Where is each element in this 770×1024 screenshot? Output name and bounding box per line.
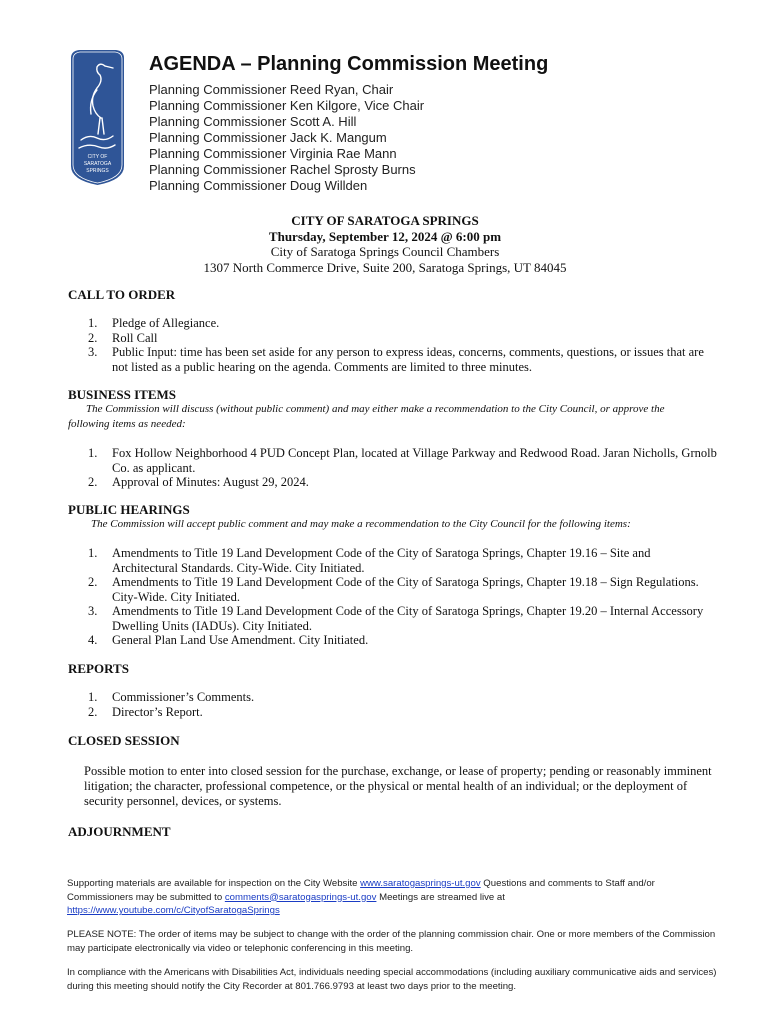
website-link[interactable]: www.saratogasprings-ut.gov [360,878,481,889]
list-item: 4. General Plan Land Use Amendment. City Initiated. [88,633,369,647]
logo-line-3: SPRINGS [86,168,109,174]
logo-line-2: SARATOGA [83,161,112,167]
public-hearings-note: The Commission will accept public comment and may make a recommendation to the City Council for the following items: [91,518,631,530]
list-item: 1. Commissioner’s Comments. [88,690,255,704]
meeting-venue: City of Saratoga Springs Council Chambers [270,244,500,259]
call-to-order-list [68,316,718,374]
youtube-link[interactable]: https://www.youtube.com/c/CityofSaratogaSprings [67,905,280,916]
list-item: 1. Amendments to Title 19 Land Development Code of the City of Saratoga Springs, Chapter 19.16 – Site and Architectural Standards. City-Wide. City Initiated. [88,546,651,575]
list-item: 1. Fox Hollow Neighborhood 4 PUD Concept Plan, located at Village Parkway and Redwood Road. Jaran Nicholls, Grnolb Co. as applicant. [88,446,717,475]
business-items-note: The Commission will discuss (without public comment) and may either make a recommendation to the City Council, or approve the following items as needed: [68,403,665,430]
commissioner-item: Planning Commissioner Rachel Sprosty Burns [149,162,416,177]
please-note: PLEASE NOTE: The order of items may be subject to change with the order of the planning commission chair. One or more members of the Commission may participate electronically via video or telephonic conferencing in this meeting. [67,929,716,954]
ada-note: In compliance with the Americans with Disabilities Act, individuals needing special accommodations (including auxiliary communicative aids and services) during this meeting should notify the City Recorder at 801.766.9793 at least two days prior to the meeting. [67,967,717,992]
meeting-address: 1307 North Commerce Drive, Suite 200, Saratoga Springs, UT 84045 [203,259,567,275]
list-item: 2. Amendments to Title 19 Land Development Code of the City of Saratoga Springs, Chapter 19.18 – Sign Regulations. City-Wide. City Initiated. [88,575,699,604]
commissioner-item: Planning Commissioner Reed Ryan, Chair [149,82,394,97]
email-link[interactable]: comments@saratogasprings-ut.gov [224,891,377,903]
agenda-header [149,52,729,194]
meeting-datetime: Thursday, September 12, 2024 @ 6:00 pm [268,228,502,244]
business-items-list [68,446,718,490]
public-hearings-list [68,546,718,648]
city-name: CITY OF SARATOGA SPRINGS [291,213,479,228]
list-item: 2. Approval of Minutes: August 29, 2024. [88,475,309,489]
commissioner-item: Planning Commissioner Virginia Rae Mann [149,146,397,161]
commissioner-item: Planning Commissioner Jack K. Mangum [149,130,387,145]
supporting-materials-note: Supporting materials are available for inspection on the City Website www.saratogasprings-ut.gov Questions and comments to Staff and/or Commissioners may be submitted to comments@saratogasprings-ut.gov Meetings are streamed live at https://www.youtube.com/c/CityofSaratogaSprings [67,878,655,916]
adjournment-heading: ADJOURNMENT [68,824,171,839]
business-items-heading: BUSINESS ITEMS [68,387,177,402]
list-item: 3. Amendments to Title 19 Land Development Code of the City of Saratoga Springs, Chapter 19.20 – Internal Accessory Dwelling Units (IADUs). City Initiated. [88,604,704,633]
closed-session-heading: CLOSED SESSION [68,733,180,748]
commissioner-item: Planning Commissioner Ken Kilgore, Vice Chair [149,98,425,113]
public-hearings-heading: PUBLIC HEARINGS [68,502,190,517]
commissioner-item: Planning Commissioner Doug Willden [149,178,368,193]
list-item: 2. Director’s Report. [88,704,203,719]
commissioner-item: Planning Commissioner Scott A. Hill [149,114,357,129]
list-item: 2. Roll Call [88,330,158,345]
agenda-title: AGENDA – Planning Commission Meeting [149,53,549,75]
meeting-info [0,213,770,275]
reports-list [68,690,718,719]
closed-session-text: Possible motion to enter into closed session for the purchase, exchange, or lease of property; pending or reasonably imminent litigation; the character, professional competence, or the physical or mental health of an individual; or the deployment of security personnel, devices, or systems. [84,764,712,808]
list-item: 3. Public Input: time has been set aside for any person to express ideas, concerns, comments, questions, or issues that are not listed as a public hearing on the agenda. Comments are limited to three minutes. [88,345,704,374]
list-item: 1. Pledge of Allegiance. [88,316,220,330]
reports-heading: REPORTS [68,661,129,676]
logo-line-1: CITY OF [87,154,108,160]
city-logo [67,48,128,187]
call-to-order-heading: CALL TO ORDER [68,287,176,302]
